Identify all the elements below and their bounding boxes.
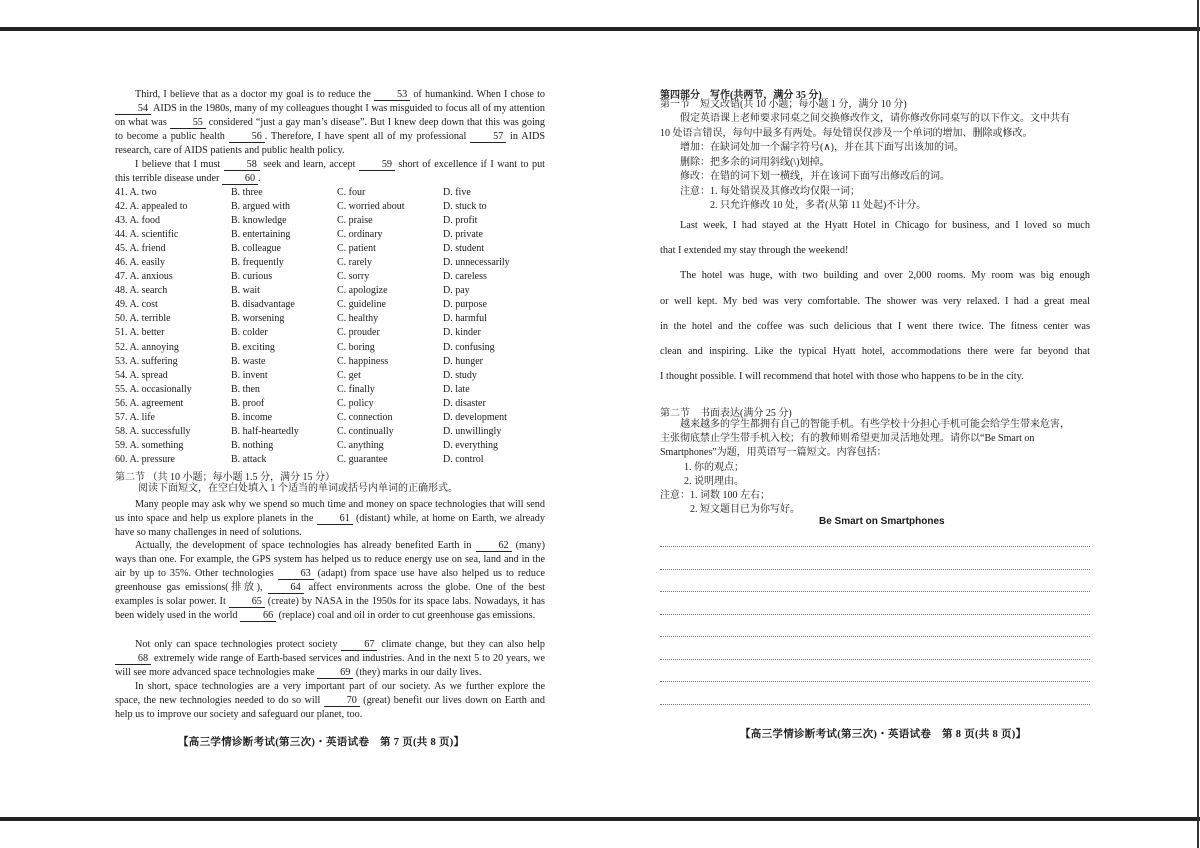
option-cell: 47. A. anxious bbox=[115, 271, 173, 283]
blank-61: 61 bbox=[317, 514, 353, 525]
option-cell: D. study bbox=[443, 369, 477, 381]
option-cell: B. colder bbox=[231, 327, 268, 339]
option-cell: 45. A. friend bbox=[115, 243, 166, 255]
option-cell: 42. A. appealed to bbox=[115, 201, 188, 213]
option-cell: D. pay bbox=[443, 285, 470, 297]
writing-line[interactable] bbox=[660, 614, 1090, 615]
essay-line: in the hotel and the coffee was such delicious that I went there twice. The fitness center was bbox=[660, 320, 1090, 332]
writing-line[interactable] bbox=[660, 636, 1090, 637]
instruction-line: 注意：1. 每处错误及其修改均仅限一词； bbox=[680, 185, 860, 197]
option-cell: C. finally bbox=[337, 383, 375, 395]
writing-line[interactable] bbox=[660, 681, 1090, 682]
blank-64: 64 bbox=[268, 583, 304, 594]
option-row bbox=[115, 284, 553, 298]
option-cell: C. healthy bbox=[337, 313, 379, 325]
option-cell: C. praise bbox=[337, 215, 373, 227]
blank-67: 67 bbox=[341, 640, 377, 651]
option-cell: C. connection bbox=[337, 411, 393, 423]
option-cell: C. worried about bbox=[337, 201, 405, 213]
blank-53: 53 bbox=[374, 90, 410, 101]
option-row bbox=[115, 200, 553, 214]
writing-line[interactable] bbox=[660, 546, 1090, 547]
instruction-line: 10 处语言错误，每句中最多有两处。每处错误仅涉及一个单词的增加、删除或修改。 bbox=[660, 127, 1033, 139]
option-cell: 49. A. cost bbox=[115, 299, 158, 311]
option-cell: 55. A. occasionally bbox=[115, 383, 192, 395]
option-row bbox=[115, 369, 553, 383]
page-8-footer: 【高三学情诊断考试(第三次)・英语试卷 第 8 页(共 8 页)】 bbox=[740, 729, 1027, 740]
option-cell: B. proof bbox=[231, 397, 265, 409]
option-cell: C. apologize bbox=[337, 285, 388, 297]
option-cell: D. purpose bbox=[443, 299, 487, 311]
option-cell: C. prouder bbox=[337, 327, 380, 339]
instruction-line: 删除：把多余的词用斜线(\)划掉。 bbox=[680, 156, 830, 168]
option-cell: B. invent bbox=[231, 369, 268, 381]
essay-line: or well kept. My bed was very comfortable. The shower was very relaxed. I had a great meal bbox=[660, 295, 1090, 307]
option-row bbox=[115, 411, 553, 425]
instruction-line: 1. 你的观点； bbox=[684, 461, 744, 473]
option-cell: 50. A. terrible bbox=[115, 313, 171, 325]
option-cell: D. stuck to bbox=[443, 201, 487, 213]
blank-70: 70 bbox=[324, 696, 360, 707]
option-cell: D. harmful bbox=[443, 313, 487, 325]
option-cell: C. guideline bbox=[337, 299, 386, 311]
option-cell: 56. A. agreement bbox=[115, 397, 184, 409]
essay-line: I thought possible. I will recommend that hotel with those who happens to be in the city. bbox=[660, 371, 1024, 383]
writing-line[interactable] bbox=[660, 659, 1090, 660]
instruction-line: Smartphones”为题，用英语写一篇短文。内容包括： bbox=[660, 447, 887, 459]
option-cell: 58. A. successfully bbox=[115, 425, 191, 437]
option-cell: 51. A. better bbox=[115, 327, 165, 339]
option-cell: 60. A. pressure bbox=[115, 453, 175, 465]
instruction-line: 假定英语课上老师要求同桌之间交换修改作文，请你修改你同桌写的以下作文。文中共有 bbox=[680, 113, 1070, 124]
option-cell: 57. A. life bbox=[115, 411, 155, 423]
option-cell: 41. A. two bbox=[115, 187, 157, 198]
option-cell: C. rarely bbox=[337, 257, 372, 269]
blank-63: 63 bbox=[278, 569, 314, 580]
option-cell: C. patient bbox=[337, 243, 376, 255]
blank-56: 56 bbox=[229, 132, 265, 143]
option-cell: C. get bbox=[337, 369, 361, 381]
part4-title: 第四部分 写作(共两节，满分 35 分) bbox=[660, 90, 822, 101]
option-cell: B. waste bbox=[231, 355, 266, 367]
grammar-paragraph-1: Many people may ask why we spend so much time and money on space technologies that will send us into space and help us explore planets in the 61 (distant) while, at home on Earth, we already have so many challenges in need of solutions. bbox=[115, 499, 545, 538]
blank-62: 62 bbox=[476, 541, 512, 552]
option-cell: D. late bbox=[443, 383, 470, 395]
option-cell: C. guarantee bbox=[337, 453, 388, 465]
blank-54: 54 bbox=[115, 104, 151, 115]
option-row bbox=[115, 397, 553, 411]
option-row bbox=[115, 186, 553, 200]
option-cell: D. careless bbox=[443, 271, 487, 283]
option-cell: D. development bbox=[443, 411, 507, 423]
option-cell: 44. A. scientific bbox=[115, 229, 179, 241]
essay-line: Last week, I had stayed at the Hyatt Hotel in Chicago for business, and I loved so much bbox=[680, 220, 1090, 231]
option-row bbox=[115, 383, 553, 397]
page-7-footer: 【高三学情诊断考试(第三次)・英语试卷 第 7 页(共 8 页)】 bbox=[178, 737, 465, 748]
writing-line[interactable] bbox=[660, 569, 1090, 570]
instruction-line: 主张彻底禁止学生带手机入校；有的教师则希望更加灵活地处理。请你以“Be Smart on bbox=[660, 433, 1035, 445]
option-cell: C. continually bbox=[337, 425, 394, 437]
option-row bbox=[115, 453, 553, 467]
option-row bbox=[115, 326, 553, 340]
option-cell: C. sorry bbox=[337, 271, 370, 283]
option-cell: 52. A. annoying bbox=[115, 341, 179, 353]
option-cell: B. worsening bbox=[231, 313, 285, 325]
option-cell: 46. A. easily bbox=[115, 257, 165, 269]
option-row bbox=[115, 228, 553, 242]
option-cell: C. ordinary bbox=[337, 229, 383, 241]
option-cell: C. boring bbox=[337, 341, 375, 353]
cloze-paragraph-2: I believe that I must 58 seek and learn, accept 59 short of excellence if I want to put this terrible disease under 60 . bbox=[115, 159, 546, 184]
option-cell: D. unwillingly bbox=[443, 425, 502, 437]
instruction-line: 2. 说明理由。 bbox=[684, 475, 744, 487]
instruction-line: 2. 短文题目已为你写好。 bbox=[660, 504, 800, 516]
option-cell: C. four bbox=[337, 187, 366, 198]
option-cell: D. unnecessarily bbox=[443, 257, 510, 269]
option-row bbox=[115, 425, 553, 439]
essay-line: that I extended my stay through the weekend! bbox=[660, 245, 849, 257]
instruction-line: 修改：在错的词下划一横线，并在该词下面写出修改后的词。 bbox=[680, 171, 950, 182]
option-cell: B. entertaining bbox=[231, 229, 291, 241]
option-cell: B. three bbox=[231, 187, 263, 198]
instruction-line: 注意：1. 词数 100 左右； bbox=[660, 490, 770, 501]
grammar-paragraph-2: Actually, the development of space technologies has already benefited Earth in 62 (many) ways than one. For example, the GPS system has helped us to reduce energy use on sea, land and in the air by up to 35%. Other technologies 63 (adapt) from space use have also helped us to reduce greenhouse gas emissions(排放), 64 affect environments across the globe. One of the best examples is solar power. It 65 (create) by NASA in the 1950s for its space labs. Nowadays, it has been widely used in the world 66 (replace) coal and oil in order to cut greenhouse gas emissions. bbox=[115, 540, 546, 621]
option-cell: 43. A. food bbox=[115, 215, 160, 227]
writing-line[interactable] bbox=[660, 704, 1090, 705]
blank-57: 57 bbox=[470, 132, 506, 143]
option-cell: B. half-heartedly bbox=[231, 425, 299, 437]
essay-line: clean and inspiring. Like the typical Hyatt hotel, accommodations there were far beyond that bbox=[660, 346, 1090, 357]
grammar-paragraph-4: In short, space technologies are a very important part of our society. As we further explore the space, the new technologies needed to do so will 70 (great) benefit our lives down on Earth and help us to improve our society and safeguard our planet, too. bbox=[115, 681, 545, 720]
option-row bbox=[115, 256, 553, 270]
option-cell: 59. A. something bbox=[115, 439, 184, 451]
page-8 bbox=[600, 0, 1200, 848]
options-table bbox=[115, 186, 553, 467]
option-cell: D. hunger bbox=[443, 355, 483, 367]
essay-line: The hotel was huge, with two building and over 2,000 rooms. My room was big enough bbox=[680, 270, 1090, 282]
option-cell: B. exciting bbox=[231, 341, 275, 353]
option-row bbox=[115, 270, 553, 284]
section2-instruction: 阅读下面短文，在空白处填入 1 个适当的单词或括号内单词的正确形式。 bbox=[138, 483, 458, 494]
blank-58: 58 bbox=[224, 160, 260, 171]
section2-title: 第二节 （共 10 小题；每小题 1.5 分，满分 15 分） bbox=[115, 472, 335, 483]
option-cell: D. student bbox=[443, 243, 485, 255]
option-cell: B. then bbox=[231, 383, 260, 395]
blank-60: 60 bbox=[222, 174, 258, 185]
essay-title: Be Smart on Smartphones bbox=[819, 516, 945, 527]
blank-65: 65 bbox=[229, 597, 265, 608]
section2-title-right: 第二节 书面表达(满分 25 分) bbox=[660, 408, 792, 419]
option-row bbox=[115, 298, 553, 312]
grammar-paragraph-3: Not only can space technologies protect society 67 climate change, but they can also help 68 extremely wide range of Earth-based services and industries. And in the next 5 to 20 years, we will see more advanced space technologies make 69 (they) marks in our daily lives. bbox=[115, 639, 545, 678]
option-row bbox=[115, 242, 553, 256]
option-cell: B. frequently bbox=[231, 257, 284, 269]
instruction-line: 越来越多的学生都拥有自己的智能手机。有些学校十分担心手机可能会给学生带来危害， bbox=[680, 419, 1070, 430]
option-row bbox=[115, 312, 553, 326]
option-cell: D. control bbox=[443, 453, 484, 465]
option-cell: C. policy bbox=[337, 397, 374, 409]
option-row bbox=[115, 355, 553, 369]
option-cell: B. income bbox=[231, 411, 273, 423]
option-cell: B. attack bbox=[231, 453, 267, 465]
option-row bbox=[115, 214, 553, 228]
option-cell: D. everything bbox=[443, 439, 498, 451]
blank-55: 55 bbox=[170, 118, 206, 129]
option-row bbox=[115, 341, 553, 355]
writing-line[interactable] bbox=[660, 591, 1090, 592]
option-cell: D. profit bbox=[443, 215, 478, 227]
option-cell: D. disaster bbox=[443, 397, 486, 409]
blank-69: 69 bbox=[317, 668, 353, 679]
option-cell: D. kinder bbox=[443, 327, 481, 339]
option-cell: 54. A. spread bbox=[115, 369, 168, 381]
option-row bbox=[115, 439, 553, 453]
cloze-paragraph-1: Third, I believe that as a doctor my goal is to reduce the 53 of humankind. When I chose to 54 AIDS in the 1980s, many of my colleagues thought I was misguided to focus all of my attention on what was 55 considered “just a gay man’s disease”. But I knew deep down that this was going to become a public health 56 . Therefore, I have spent all of my professional 57 in AIDS research, care of AIDS patients and public health policy. bbox=[115, 89, 546, 156]
option-cell: C. happiness bbox=[337, 355, 389, 367]
section1-title: 第一节 短文改错(共 10 小题；每小题 1 分，满分 10 分) bbox=[660, 99, 907, 110]
option-cell: D. confusing bbox=[443, 341, 495, 353]
option-cell: B. colleague bbox=[231, 243, 281, 255]
option-cell: B. wait bbox=[231, 285, 260, 297]
option-cell: B. curious bbox=[231, 271, 273, 283]
blank-59: 59 bbox=[359, 160, 395, 171]
option-cell: B. argued with bbox=[231, 201, 290, 213]
option-cell: 53. A. suffering bbox=[115, 355, 178, 367]
blank-66: 66 bbox=[240, 611, 276, 622]
blank-68: 68 bbox=[115, 654, 151, 665]
instruction-line: 2. 只允许修改 10 处，多者(从第 11 处起)不计分。 bbox=[680, 200, 927, 211]
option-cell: D. private bbox=[443, 229, 483, 241]
option-cell: B. nothing bbox=[231, 439, 274, 451]
option-cell: C. anything bbox=[337, 439, 384, 451]
option-cell: B. knowledge bbox=[231, 215, 287, 227]
option-cell: D. five bbox=[443, 187, 471, 198]
instruction-line: 增加：在缺词处加一个漏字符号(∧)，并在其下面写出该加的词。 bbox=[680, 142, 964, 153]
option-cell: B. disadvantage bbox=[231, 299, 295, 311]
option-cell: 48. A. search bbox=[115, 285, 168, 297]
